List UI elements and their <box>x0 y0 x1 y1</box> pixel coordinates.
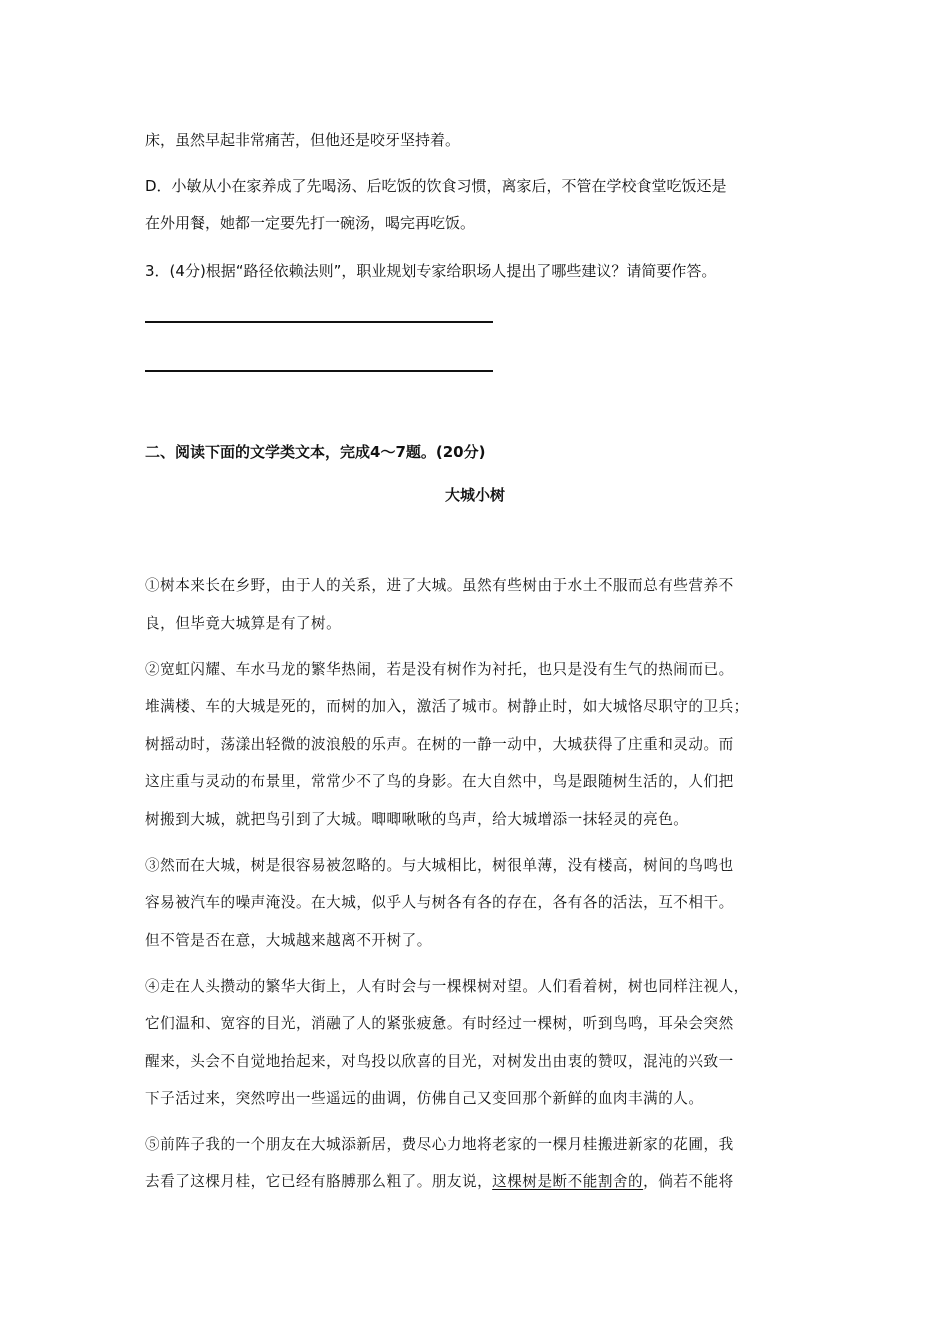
paragraph-4-line-4: 下子活过来，突然哼出一些遥远的曲调，仿佛自己又变回那个新鲜的血肉丰满的人。 <box>145 1090 704 1107</box>
paragraph-3-line-3: 但不管是否在意，大城越来越离不开树了。 <box>145 932 432 949</box>
paragraph-1-line-2: 良，但毕竟大城算是有了树。 <box>145 615 342 632</box>
paragraph-2-line-4: 这庄重与灵动的布景里，常常少不了鸟的身影。在大自然中，鸟是跟随树生活的，人们把 <box>145 773 734 790</box>
paragraph-2-line-3: 树摇动时，荡漾出轻微的波浪般的乐声。在树的一静一动中，大城获得了庄重和灵动。而 <box>145 736 734 753</box>
paragraph-3-line-1: ③然而在大城，树是很容易被忽略的。与大城相比，树很单薄，没有楼高，树间的鸟鸣也 <box>145 857 734 874</box>
question-3: 3．(4分)根据“路径依赖法则”，职业规划专家给职场人提出了哪些建议？请简要作答。 <box>145 262 717 280</box>
paragraph-1-line-1: ①树本来长在乡野，由于人的关系，进了大城。虽然有些树由于水土不服而总有些营养不 <box>145 577 734 594</box>
option-d-line-1: D．小敏从小在家养成了先喝汤、后吃饭的饮食习惯，离家后，不管在学校食堂吃饭还是 <box>145 177 727 195</box>
paragraph-2-line-2: 堆满楼、车的大城是死的，而树的加入，激活了城市。树静止时，如大城恪尽职守的卫兵； <box>145 698 749 715</box>
paragraph-2-line-1: ②宽虹闪耀、车水马龙的繁华热闹，若是没有树作为衬托，也只是没有生气的热闹而已。 <box>145 661 734 678</box>
underlined-phrase: 这棵树是断不能割舍的 <box>492 1173 644 1190</box>
passage-title: 大城小树 <box>444 486 505 504</box>
paragraph-5-line-2 <box>145 1172 734 1192</box>
paragraph-4-line-3: 醒来，头会不自觉地抬起来，对鸟投以欣喜的目光，对树发出由衷的赞叹，混沌的兴致一 <box>145 1053 734 1070</box>
paragraph-4-line-2: 它们温和、宽容的目光，消融了人的紧张疲惫。有时经过一棵树，听到鸟鸣，耳朵会突然 <box>145 1015 734 1032</box>
text-line: 床，虽然早起非常痛苦，但他还是咬牙坚持着。 <box>145 131 461 149</box>
paragraph-5-text: 去看了这棵月桂，它已经有胳膊那么粗了。朋友说， <box>145 1173 493 1190</box>
paragraph-4-line-1: ④走在人头攒动的繁华大街上，人有时会与一棵棵树对望。人们看着树，树也同样注视人， <box>145 978 749 995</box>
paragraph-3-line-2: 容易被汽车的噪声淹没。在大城，似乎人与树各有各的存在，各有各的活法，互不相干。 <box>145 894 734 911</box>
paragraph-5-text-end: ，倘若不能将 <box>643 1173 734 1190</box>
section-heading: 二、阅读下面的文学类文本，完成4～7题。(20分) <box>145 443 486 461</box>
paragraph-5-line-1: ⑤前阵子我的一个朋友在大城添新居，费尽心力地将老家的一棵月桂搬进新家的花圃，我 <box>145 1136 734 1153</box>
answer-line-1[interactable] <box>145 321 493 323</box>
option-d-line-2: 在外用餐，她都一定要先打一碗汤，喝完再吃饭。 <box>145 214 476 232</box>
paragraph-2-line-5: 树搬到大城，就把鸟引到了大城。唧唧啾啾的鸟声，给大城增添一抹轻灵的亮色。 <box>145 811 689 828</box>
answer-line-2[interactable] <box>145 370 493 372</box>
